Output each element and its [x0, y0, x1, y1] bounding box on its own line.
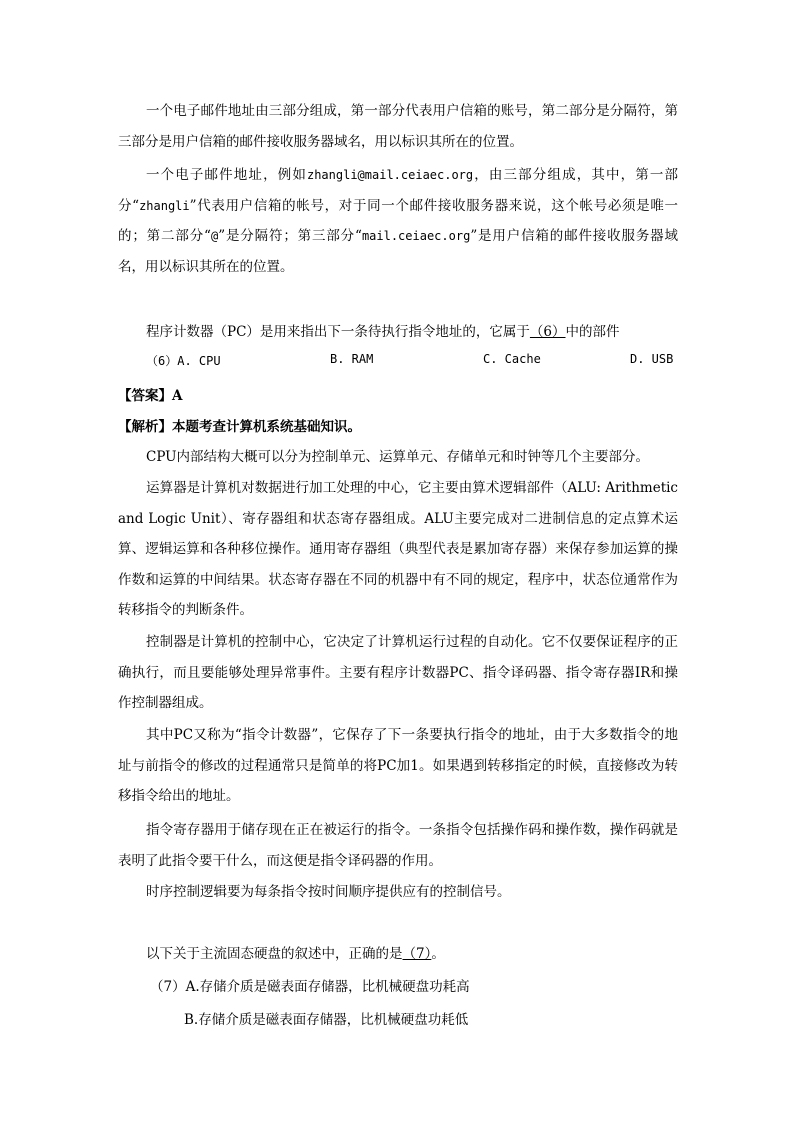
analysis-paragraph-text: 指令寄存器用于储存现在正在被运行的指令。一条指令包括操作码和操作数，操作码就是表明了此指令要干什么，而这便是指令译码器的作用。	[118, 822, 678, 869]
question-7-option-a	[150, 975, 470, 995]
question-7-text: 以下关于主流固态硬盘的叙述中，正确的是	[146, 946, 403, 962]
analysis-paragraph-text: 时序控制逻辑要为每条指令按时间顺序提供应有的控制信号。	[146, 884, 511, 900]
question-7-text-end: 。	[431, 946, 445, 962]
question-7-blank: （7）	[402, 946, 432, 962]
answer-value: A	[172, 388, 183, 404]
text-span: ，由三部分组成，其中，第一部分“	[118, 167, 679, 214]
email-paragraph-1-text: 一个电子邮件地址由三部分组成，第一部分代表用户信箱的账号，第二部分是分隔符，第三部分是用户信箱的邮件接收服务器域名，用以标识其所在的位置。	[118, 103, 678, 150]
analysis-line	[118, 415, 361, 435]
answer-label: 【答案】	[118, 388, 172, 404]
analysis-paragraph-text: 控制器是计算机的控制中心，它决定了计算机运行过程的自动化。它不仅要保证程序的正确执行，而且要能够处理异常事件。主要有程序计数器PC、指令译码器、指令寄存器IR和操作控制器组成。	[118, 634, 678, 711]
analysis-paragraph-5	[118, 815, 678, 876]
email-paragraph-1	[118, 96, 678, 157]
at-symbol: @	[210, 229, 219, 243]
question-6-options	[146, 348, 676, 376]
analysis-paragraph-3	[118, 627, 678, 719]
analysis-paragraph-6	[118, 877, 678, 908]
analysis-paragraph-text: CPU内部结构大概可以分为控制单元、运算单元、存储单元和时钟等几个主要部分。	[146, 449, 650, 465]
question-7-stem	[146, 942, 445, 962]
question-6-text-end: 中的部件	[565, 324, 620, 340]
question-6-text: 程序计数器（PC）是用来指出下一条待执行指令地址的，它属于	[146, 324, 530, 340]
option-b: B. RAM	[330, 352, 374, 366]
analysis-paragraph-1	[118, 442, 678, 473]
analysis-paragraph-4	[118, 720, 678, 812]
email-paragraph-2	[118, 160, 678, 282]
example-domain: mail.ceiaec.org	[361, 229, 471, 243]
option-d: D. USB	[630, 352, 674, 366]
example-username: zhangli	[139, 198, 190, 213]
text-span: ”是用户信箱的邮件接收服务器域名，用以标识其所在的位置。	[118, 228, 679, 275]
question-7-option-b	[184, 1008, 468, 1028]
option-a: （6）A. CPU	[146, 354, 221, 368]
analysis-paragraph-text: 其中PC又称为“指令计数器”，它保存了下一条要执行指令的地址，由于大多数指令的地址与前指令的修改的过程通常只是简单的将PC加1。如果遇到转移指定的时候，直接修改为转移指令给出的地址。	[118, 727, 678, 804]
text-span: ”代表用户信箱的帐号，对于同一个邮件接收服务器来说，这个帐号必须是唯一的；第二部分“	[118, 197, 678, 244]
answer-line	[118, 384, 182, 404]
analysis-paragraph-text: 运算器是计算机对数据进行加工处理的中心，它主要由算术逻辑部件（ALU: Arithmetic and Logic Unit）、寄存器组和状态寄存器组成。ALU主要完成对二进制信息的定点算术运算、逻辑运算和各种移位操作。通用寄存器组（典型代表是累加寄存器）来保存参加运算的操作数和运算的中间结果。状态寄存器在不同的机器中有不同的规定，程序中，状态位通常作为转移指令的判断条件。	[118, 480, 678, 618]
question-6-stem	[146, 320, 620, 340]
example-email: zhangli@mail.ceiaec.org	[306, 168, 474, 182]
option-a-text: （7）A.存储介质是磁表面存储器，比机械硬盘功耗高	[150, 979, 470, 995]
question-6-blank: （6）	[529, 324, 566, 340]
text-span: 一个电子邮件地址，例如	[146, 167, 307, 183]
text-span: ”是分隔符；第三部分“	[218, 228, 362, 244]
option-c: C. Cache	[483, 352, 541, 366]
option-b-text: B.存储介质是磁表面存储器，比机械硬盘功耗低	[184, 1012, 469, 1028]
analysis-title: 本题考查计算机系统基础知识。	[172, 419, 361, 435]
analysis-label: 【解析】	[118, 419, 172, 435]
analysis-paragraph-2	[118, 473, 678, 626]
